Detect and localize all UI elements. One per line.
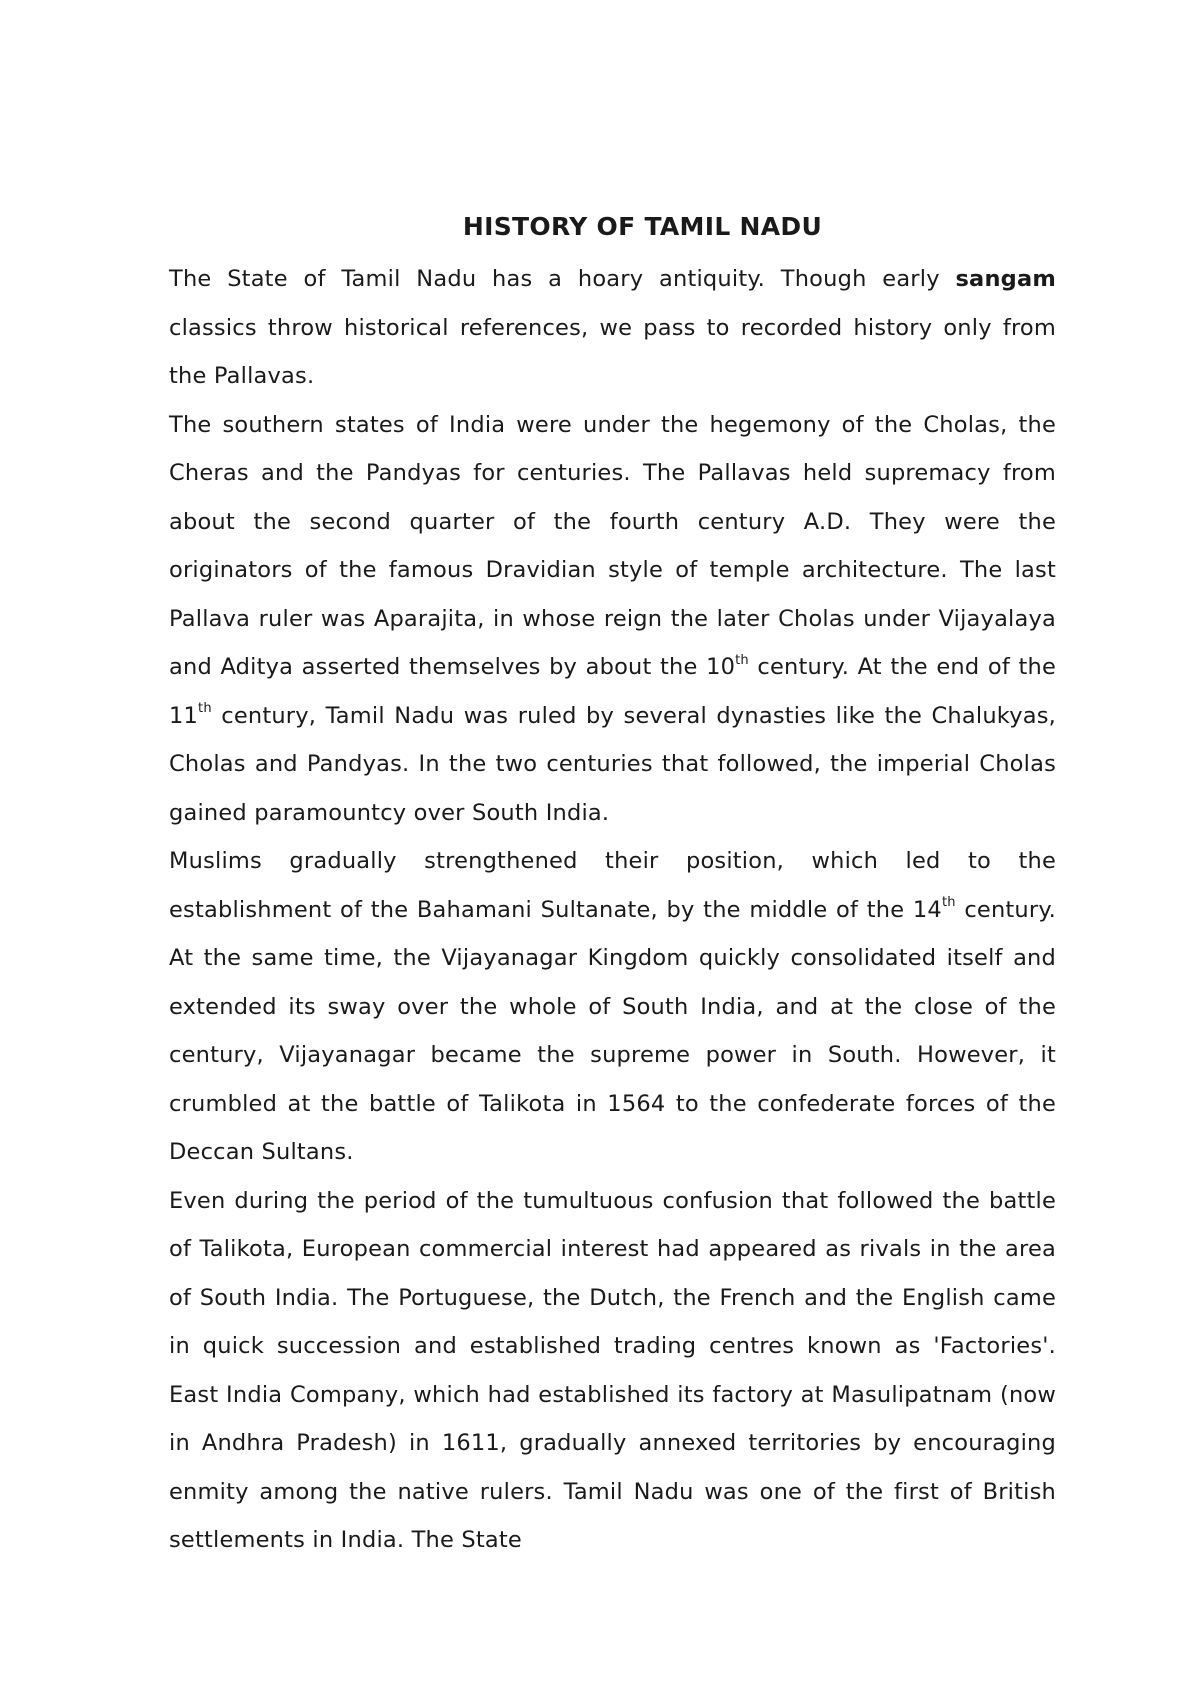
paragraph-2-text-b: century. At the end of the 11 xyxy=(169,654,1057,729)
paragraph-4: Even during the period of the tumultuous confusion that followed the battle of Talikota, European commercial interest had appeared as rivals in the area of South India. The Portuguese, the Dutch, the French and the English came in quick succession and established trading centres known as 'Factories'. East India Company, which had established its factory at Masulipatnam (now in Andhra Pradesh) in 1611, gradually annexed territories by encouraging enmity among the native rulers. Tamil Nadu was one of the first of British settlements in India. The State xyxy=(169,1187,1056,1553)
paragraph-2-text-c: century, Tamil Nadu was ruled by several dynasties like the Chalukyas, Cholas and Pandyas. In the two centuries that followed, the imperial Cholas gained paramountcy over South India. xyxy=(169,702,1056,826)
paragraph-2 xyxy=(169,401,1056,838)
document-title: HISTORY OF TAMIL NADU xyxy=(462,212,823,241)
paragraph-1-text-b: classics throw historical references, we pass to recorded history only from the Pallavas. xyxy=(169,314,1056,389)
paragraph-3-text-b: century. At the same time, the Vijayanagar Kingdom quickly consolidated itself and extended its sway over the whole of South India, and at the close of the century, Vijayanagar became the supreme power in South. However, it crumbled at the battle of Talikota in 1564 to the confederate forces of the Deccan Sultans. xyxy=(169,896,1056,1165)
paragraph-1-text-a: The State of Tamil Nadu has a hoary antiquity. Though early xyxy=(169,266,956,292)
document-page xyxy=(169,205,1056,1565)
paragraph-3-text-a: Muslims gradually strengthened their position, which led to the establishment of the Bahamani Sultanate, by the middle of the 14 xyxy=(169,848,1056,923)
paragraph-3 xyxy=(169,837,1056,1177)
paragraph-1 xyxy=(169,255,1056,401)
paragraph-1-bold-term: sangam xyxy=(955,266,1056,292)
superscript-th: th xyxy=(735,652,749,668)
superscript-th: th xyxy=(941,895,956,910)
paragraph-2-text-a: The southern states of India were under the hegemony of the Cholas, the Cheras and the Pandyas for centuries. The Pallavas held supremacy from about the second quarter of the fourth century A.D. They were the originators of the famous Dravidian style of temple architecture. The last Pallava ruler was Aparajita, in whose reign the later Cholas under Vijayalaya and Aditya asserted themselves by about the 10 xyxy=(169,411,1056,680)
superscript-th: th xyxy=(198,701,212,716)
